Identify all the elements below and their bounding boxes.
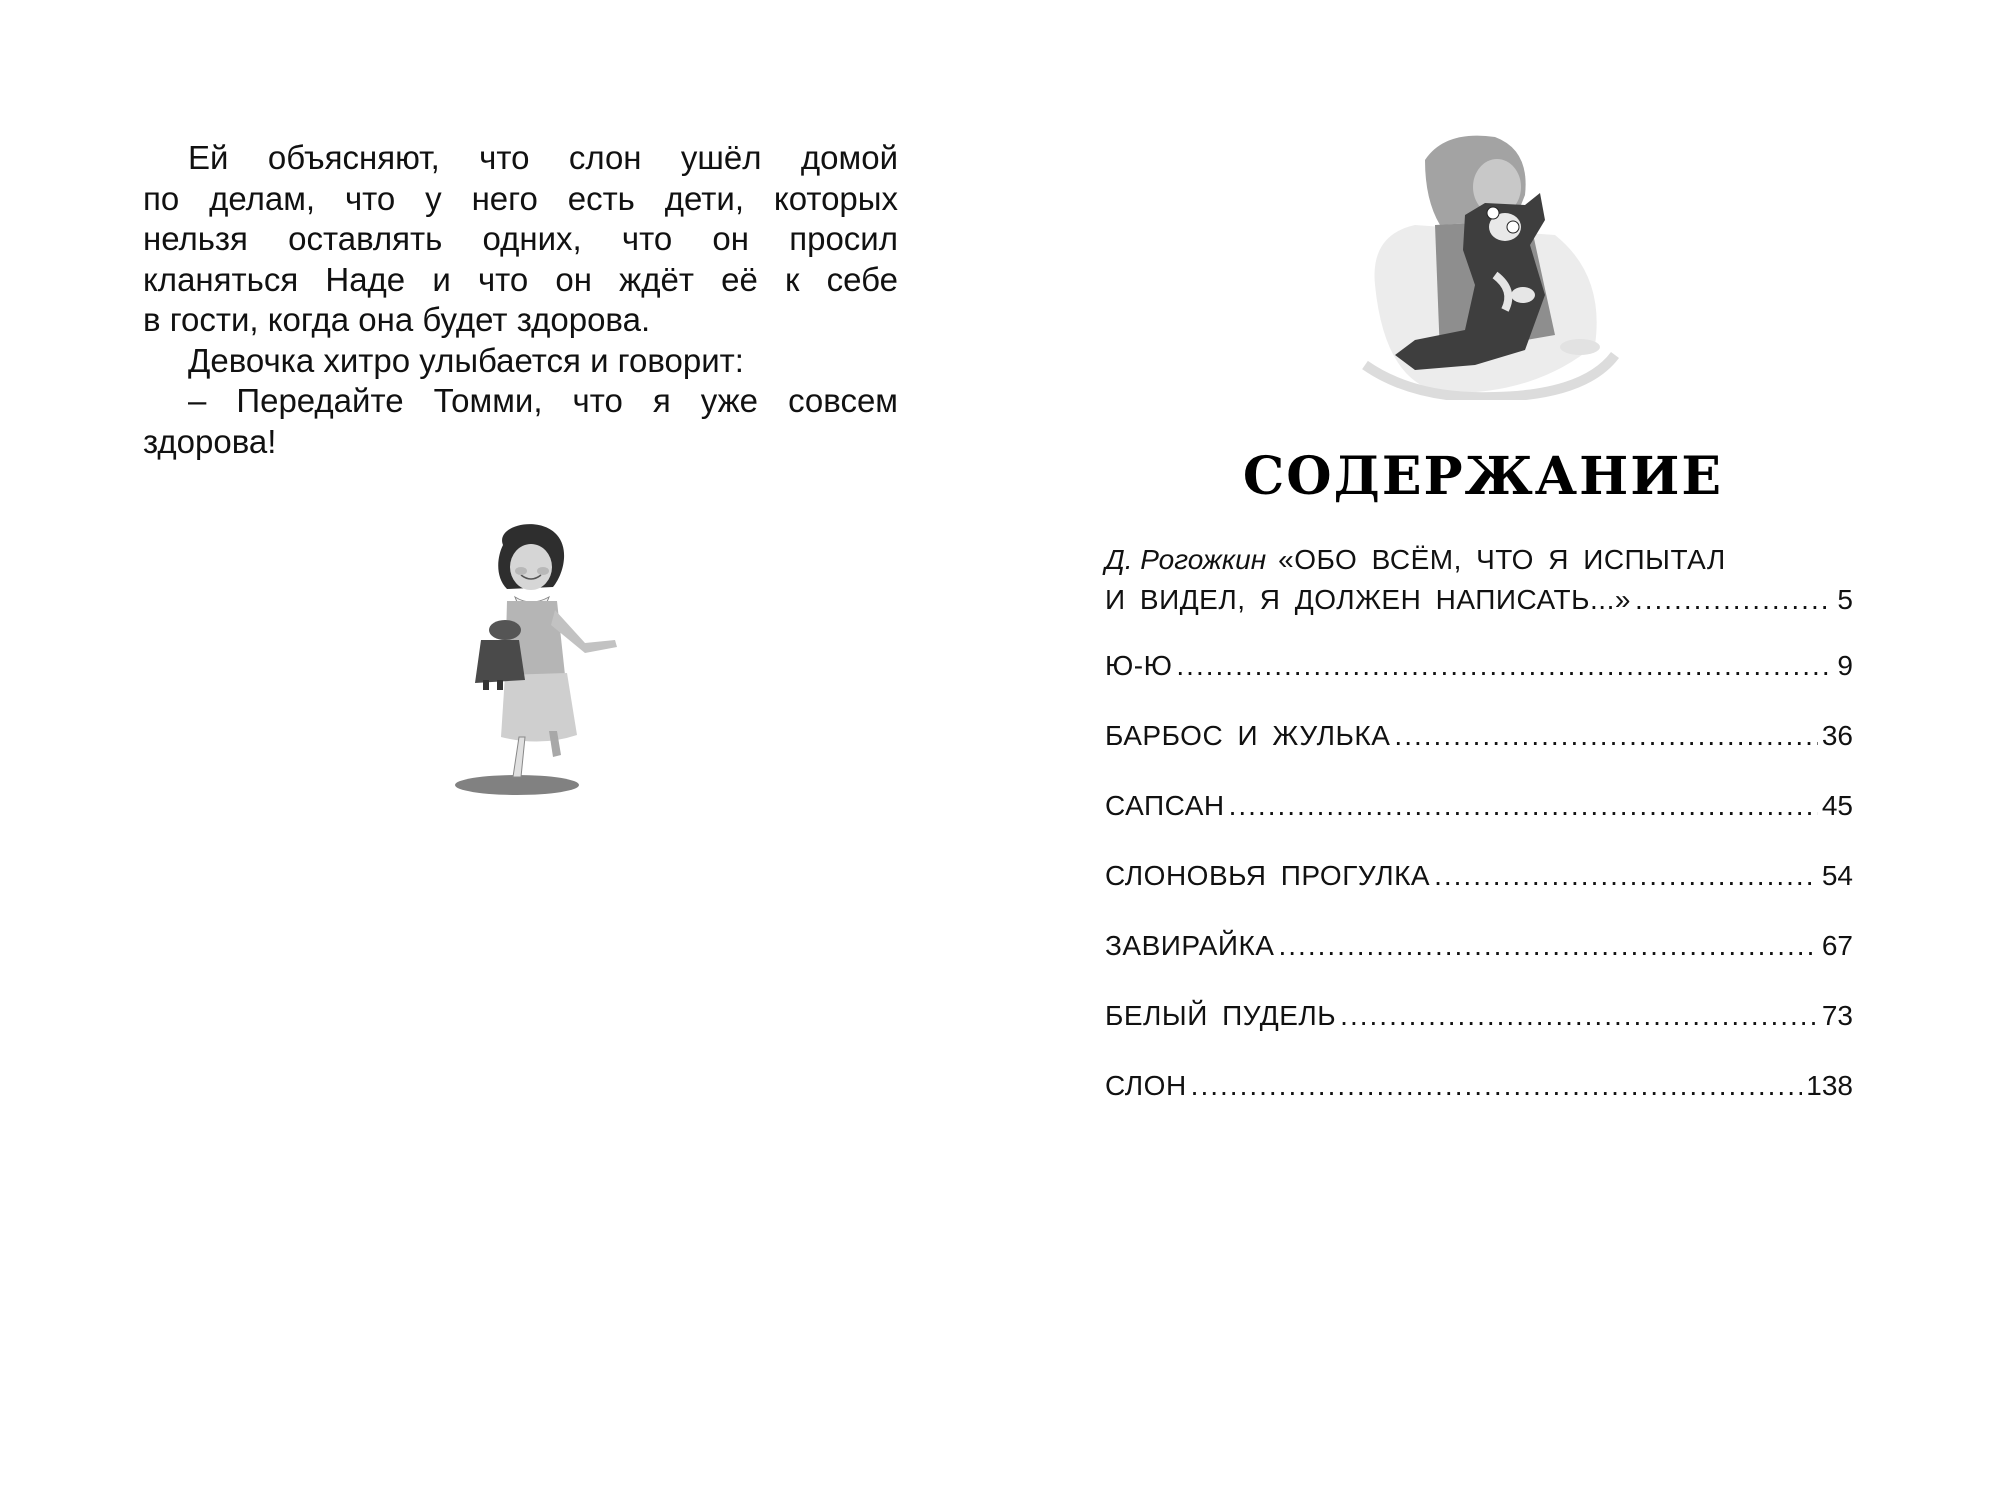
toc-entry[interactable] — [1105, 646, 1853, 686]
leader-dots — [1340, 996, 1818, 1036]
toc-title-text: БАРБОС И ЖУЛЬКА — [1105, 720, 1391, 751]
toc-title: СОДЕРЖАНИЕ — [1242, 446, 1724, 507]
story-text — [143, 138, 898, 462]
girl-with-cat-image — [1355, 125, 1625, 400]
toc-title-text: СЛОНОВЬЯ ПРОГУЛКА — [1105, 860, 1431, 891]
girl-with-doll-image — [445, 515, 620, 800]
toc-title-text: И ВИДЕЛ, Я ДОЛЖЕН НАПИСАТЬ...» — [1105, 584, 1631, 615]
toc-entry[interactable] — [1105, 996, 1853, 1036]
toc-page-number: 45 — [1821, 790, 1853, 821]
toc-page-number: 73 — [1821, 1000, 1853, 1031]
text-line: нельзя оставлять одних, что он просил — [143, 220, 898, 257]
leader-dots — [1434, 856, 1818, 896]
toc-page-number: 36 — [1821, 720, 1853, 751]
text-line: Ей объясняют, что слон ушёл домой — [188, 139, 898, 176]
text-line: кланяться Наде и что он ждёт её к себе — [143, 260, 898, 298]
text-line: здорова! — [143, 422, 277, 460]
toc-page-number: 5 — [1837, 584, 1853, 615]
toc-entry[interactable] — [1105, 716, 1853, 756]
text-line: по делам, что у него есть дети, которых — [143, 179, 898, 217]
toc-page-number: 138 — [1806, 1070, 1853, 1101]
toc-entry[interactable] — [1105, 856, 1853, 896]
toc-author: Д. Рогожкин — [1105, 544, 1267, 575]
leader-dots — [1176, 646, 1833, 686]
toc-title-text: «ОБО ВСЁМ, ЧТО Я ИСПЫТАЛ — [1278, 544, 1726, 575]
toc-page-number: 9 — [1837, 650, 1853, 681]
toc-entry[interactable] — [1105, 1066, 1853, 1106]
toc-title-text: СЛОН — [1105, 1070, 1187, 1101]
text-line: – Передайте Томми, что я уже совсем — [188, 382, 898, 419]
leader-dots — [1394, 716, 1817, 756]
girl-with-cat-illustration — [1355, 125, 1625, 400]
toc-page-number: 54 — [1821, 860, 1853, 891]
toc-entry[interactable] — [1105, 786, 1853, 826]
girl-with-doll-illustration — [445, 515, 620, 800]
toc-title-text: САПСАН — [1105, 790, 1225, 821]
toc-entry-line — [1105, 580, 1853, 620]
toc-entry-line — [1105, 540, 1853, 580]
toc-title-text: ЗАВИРАЙКА — [1105, 930, 1275, 961]
leader-dots — [1229, 786, 1818, 826]
text-line: в гости, когда она будет здорова. — [143, 301, 651, 338]
leader-dots — [1635, 580, 1833, 620]
toc-title-text: Ю-Ю — [1105, 650, 1173, 681]
toc-entry[interactable] — [1105, 926, 1853, 966]
text-line: Девочка хитро улыбается и говорит: — [188, 341, 744, 379]
toc-title-text: БЕЛЫЙ ПУДЕЛЬ — [1105, 1000, 1337, 1031]
leader-dots — [1191, 1066, 1803, 1106]
leader-dots — [1278, 926, 1817, 966]
toc-page-number: 67 — [1821, 930, 1853, 961]
toc-entry[interactable] — [1105, 540, 1853, 620]
